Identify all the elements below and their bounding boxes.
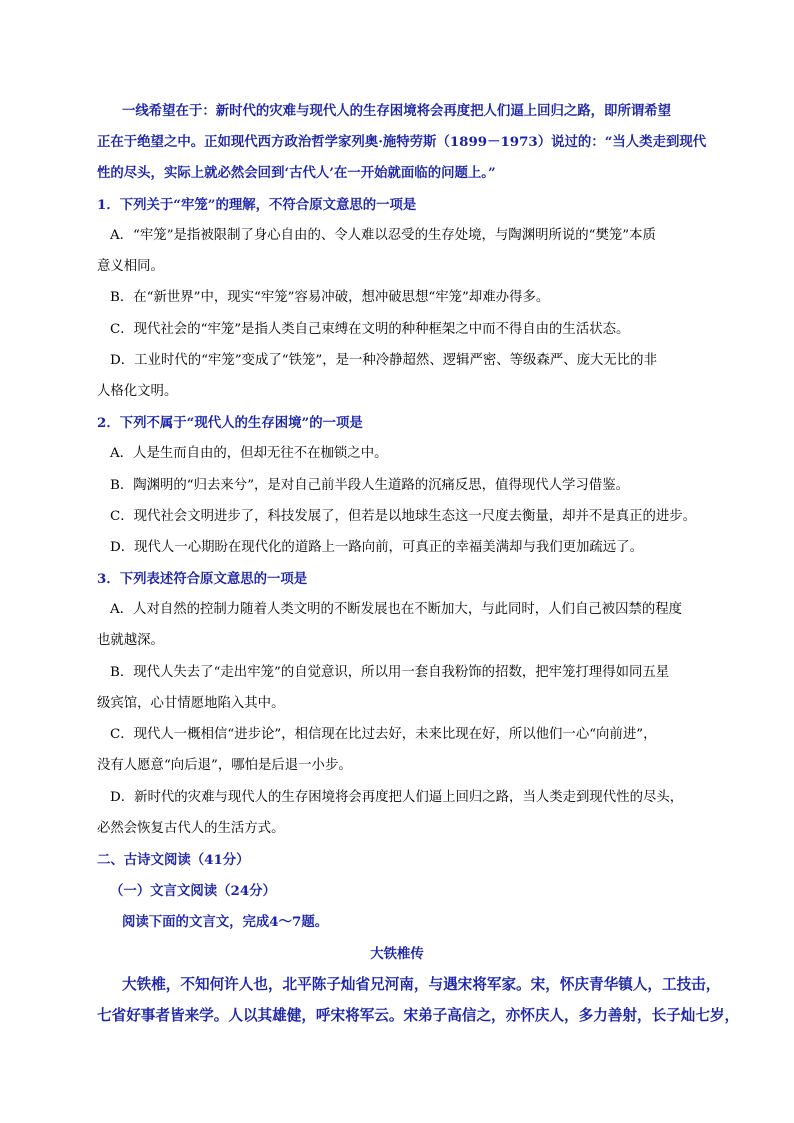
question-3-option-d: D．新时代的灾难与现代人的生存困境将会再度把人们逼上回归之路，当人类走到现代性的尽头， [110,790,684,805]
section-2-instruction: 阅读下面的文言文，完成4～7题。 [122,914,329,930]
classical-text-line-1: 大铁椎，不知何许人也，北平陈子灿省兄河南，与遇宋将军家。宋，怀庆青华镇人，工技击， [122,976,721,993]
classical-text-title: 大铁椎传 [370,946,424,962]
question-3-option-c: C．现代人一概相信“进步论”，相信现在比过去好，未来比现在好，所以他们一心“向前进”， [110,727,657,742]
question-1-option-a: A．“牢笼”是指被限制了身心自由的、令人难以忍受的生存处境，与陶渊明所说的“樊笼”本质 [110,228,656,243]
passage-line-1: 一线希望在于：新时代的灾难与现代人的生存困境将会再度把人们逼上回归之路，即所谓希望 [122,103,672,119]
section-2-heading: 二、古诗文阅读（41分） [97,852,250,868]
question-3-option-b: B．现代人失去了“走出牢笼”的自觉意识，所以用一套自我粉饰的招数，把牢笼打理得如同五星 [110,665,670,680]
question-2-stem: 2．下列不属于“现代人的生存困境”的一项是 [97,415,363,431]
question-3-option-c-cont: 没有人愿意“向后退”，哪怕是后退一小步。 [97,758,352,773]
question-1-option-c: C．现代社会的“牢笼”是指人类自己束缚在文明的种种框架之中而不得自由的生活状态。 [110,322,630,337]
question-1-option-d: D．工业时代的“牢笼”变成了“铁笼”，是一种冷静超然、逻辑严密、等级森严、庞大无比的非 [110,353,657,368]
classical-text-line-2: 七省好事者皆来学。人以其雄健，呼宋将军云。宋弟子高信之，亦怀庆人，多力善射，长子灿七岁， [97,1007,740,1024]
question-3-option-d-cont: 必然会恢复古代人的生活方式。 [97,821,285,836]
question-1-option-a-cont: 意义相同。 [97,259,164,274]
question-1-option-d-cont: 人格化文明。 [97,384,178,399]
passage-line-3: 性的尽头，实际上就必然会回到‘古代人’在一开始就面临的问题上。” [97,165,496,181]
passage-line-2: 正在于绝望之中。正如现代西方政治哲学家列奥·施特劳斯（1899－1973）说过的：“当人类走到现代 [97,134,707,150]
question-3-option-b-cont: 级宾馆，心甘情愿地陷入其中。 [97,696,285,711]
question-2-option-b: B．陶渊明的“归去来兮”，是对自己前半段人生道路的沉痛反思，值得现代人学习借鉴。 [110,478,629,493]
question-2-option-d: D．现代人一心期盼在现代化的道路上一路向前，可真正的幸福美满却与我们更加疏远了。 [110,540,643,555]
question-2-option-a: A．人是生而自由的，但却无往不在枷锁之中。 [110,446,388,461]
question-1-option-b: B．在“新世界”中，现实“牢笼”容易冲破，想冲破思想“牢笼”却难办得多。 [110,290,550,305]
section-2-subheading: （一）文言文阅读（24分） [110,883,276,899]
question-3-option-a: A．人对自然的控制力随着人类文明的不断发展也在不断加大，与此同时，人们自己被囚禁的程度 [110,602,683,617]
question-1-stem: 1．下列关于“牢笼”的理解，不符合原文意思的一项是 [97,197,417,213]
question-3-stem: 3．下列表述符合原文意思的一项是 [97,571,308,587]
question-2-option-c: C．现代社会文明进步了，科技发展了，但若是以地球生态这一尺度去衡量，却并不是真正的进步。 [110,509,697,524]
question-3-option-a-cont: 也就越深。 [97,633,164,648]
